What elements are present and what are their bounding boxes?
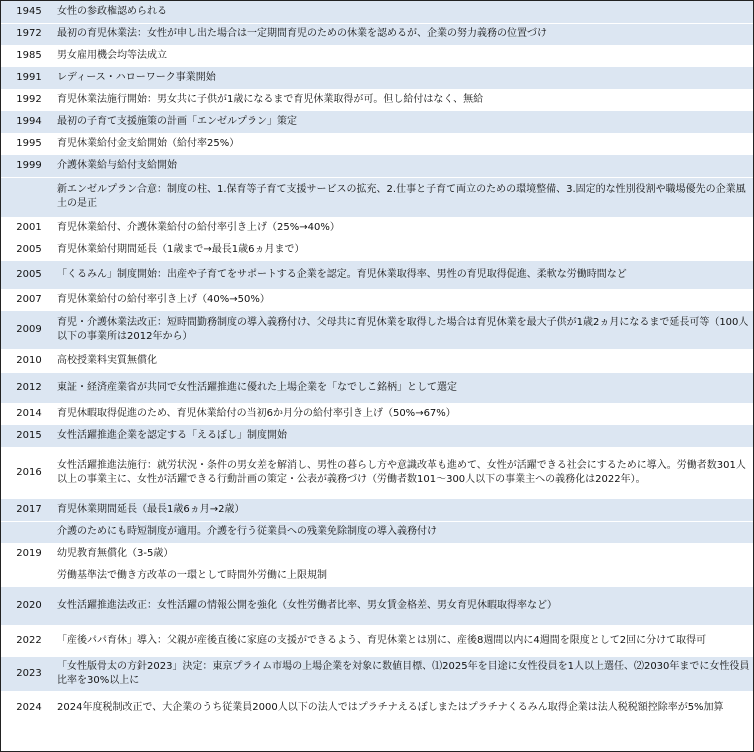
year-cell [1,521,57,543]
year-cell: 1985 [16,50,42,61]
timeline-row [1,45,753,67]
timeline-row [1,177,753,217]
event-description: レディース・ハローワーク事業開始 [57,67,753,89]
year-cell: 2024 [16,702,42,713]
year-cell: 1972 [1,23,57,45]
timeline-row [1,403,753,425]
year-cell: 2012 [1,373,57,403]
event-description: 育児休業給付期間延長（1歳まで→最長1歳6ヵ月まで） [57,244,305,255]
timeline-body [1,1,753,725]
event-description: 労働基準法で働き方改革の一環として時間外労働に上限規制 [57,570,327,581]
year-cell: 2005 [16,244,42,255]
timeline-row [1,217,753,239]
timeline-row [1,349,753,373]
timeline-row [1,587,753,625]
event-description: 介護休業給与給付支給開始 [57,155,753,177]
year-cell: 2017 [1,499,57,521]
event-description: 育児休業給付、介護休業給付の給付率引き上げ（25%→40%） [57,222,340,233]
timeline-row [1,261,753,289]
timeline-row [1,239,753,261]
event-description: 高校授業料実質無償化 [57,355,157,366]
event-description: 男女雇用機会均等法成立 [57,50,167,61]
timeline-row [1,521,753,543]
timeline-row [1,289,753,311]
timeline-row [1,625,753,657]
timeline-row [1,311,753,349]
event-description: 育児休業給付金支給開始（給付率25%） [57,138,240,149]
timeline-row [1,111,753,133]
event-description: 東証・経済産業省が共同で女性活躍推進に優れた上場企業を「なでしこ銘柄」として選定 [57,373,753,403]
year-cell: 1994 [1,111,57,133]
year-cell: 1999 [1,155,57,177]
timeline-row [1,133,753,155]
timeline-row [1,155,753,177]
timeline-row [1,23,753,45]
year-cell: 2001 [16,222,42,233]
event-description: 女性の参政権認められる [57,1,753,23]
year-cell: 1945 [1,1,57,23]
timeline-row [1,565,753,587]
event-description: 「女性版骨太の方針2023」決定：東京プライム市場の上場企業を対象に数値目標、⑴2025年を目途に女性役員を1人以上選任、⑵2030年までに女性役員比率を30%以上に [57,657,753,691]
event-description: 最初の子育て支援施策の計画「エンゼルプラン」策定 [57,111,753,133]
policy-timeline-table [1,1,753,725]
year-cell: 2010 [16,355,42,366]
year-cell: 2005 [1,261,57,289]
event-description: 育児休暇取得促進のため、育児休業給付の当初6か月分の給付率引き上げ（50%→67%） [57,408,456,419]
event-description: 育児休業給付の給付率引き上げ（40%→50%） [57,294,270,305]
year-cell [1,565,57,587]
event-description: 女性活躍推進法施行：就労状況・条件の男女差を解消し、男性の暮らし方や意識改革も進めて、女性が活躍できる社会にするために導入。労働者数301人以上の事業主に、女性が活躍できる行動計画の策定・公表が義務づけ（労働者数101～300人以下の事業主への義務化は2022年）。 [57,460,746,485]
year-cell: 2022 [16,635,42,646]
year-cell: 2015 [1,425,57,447]
year-cell: 2007 [16,294,42,305]
event-description: 「産後パパ育休」導入：父親が産後直後に家庭の支援ができるよう、育児休業とは別に、産後8週間以内に4週間を限度として2回に分けて取得可 [57,635,707,646]
event-description: 「くるみん」制度開始：出産や子育てをサポートする企業を認定。育児休業取得率、男性の育児取得促進、柔軟な労働時間など [57,261,753,289]
timeline-row [1,447,753,499]
event-description: 女性活躍推進法改正：女性活躍の情報公開を強化（女性労働者比率、男女賃金格差、男女育児休暇取得率など） [57,587,753,625]
event-description: 育児休業期間延長（最長1歳6ヵ月→2歳） [57,499,753,521]
event-description: 幼児教育無償化（3-5歳） [57,548,174,559]
event-description: 女性活躍推進企業を認定する「えるぼし」制度開始 [57,425,753,447]
timeline-row [1,67,753,89]
year-cell: 2014 [16,408,42,419]
timeline-row [1,691,753,725]
timeline-row [1,499,753,521]
event-description: 最初の育児休業法：女性が申し出た場合は一定期間育児のための休業を認めるが、企業の努力義務の位置づけ [57,23,753,45]
event-description: 育児休業法施行開始：男女共に子供が1歳になるまで育児休業取得が可。但し給付はなく、無給 [57,94,484,105]
year-cell: 1992 [16,94,42,105]
timeline-row [1,425,753,447]
year-cell: 2009 [1,311,57,349]
year-cell: 2016 [16,467,42,478]
timeline-row [1,543,753,565]
year-cell: 1995 [16,138,42,149]
year-cell: 2020 [1,587,57,625]
event-description: 新エンゼルプラン合意：制度の柱、1.保育等子育て支援サービスの拡充、2.仕事と子育て両立のための環境整備、3.固定的な性別役割や職場優先の企業風土の是正 [57,177,753,217]
year-cell: 2019 [16,548,42,559]
timeline-row [1,89,753,111]
event-description: 育児・介護休業法改正：短時間勤務制度の導入義務付け、父母共に育児休業を取得した場合は育児休業を最大子供が1歳2ヵ月になるまで延長可等（100人以下の事業所は2012年から） [57,311,753,349]
year-cell: 2023 [1,657,57,691]
event-description: 2024年度税制改正で、大企業のうち従業員2000人以下の法人ではプラチナえるぼしまたはプラチナくるみん取得企業は法人税税額控除率が5%加算 [57,702,724,713]
year-cell: 1991 [1,67,57,89]
year-cell [1,177,57,217]
timeline-row [1,1,753,23]
timeline-row [1,657,753,691]
event-description: 介護のためにも時短制度が適用。介護を行う従業員への残業免除制度の導入義務付け [57,521,753,543]
timeline-row [1,373,753,403]
